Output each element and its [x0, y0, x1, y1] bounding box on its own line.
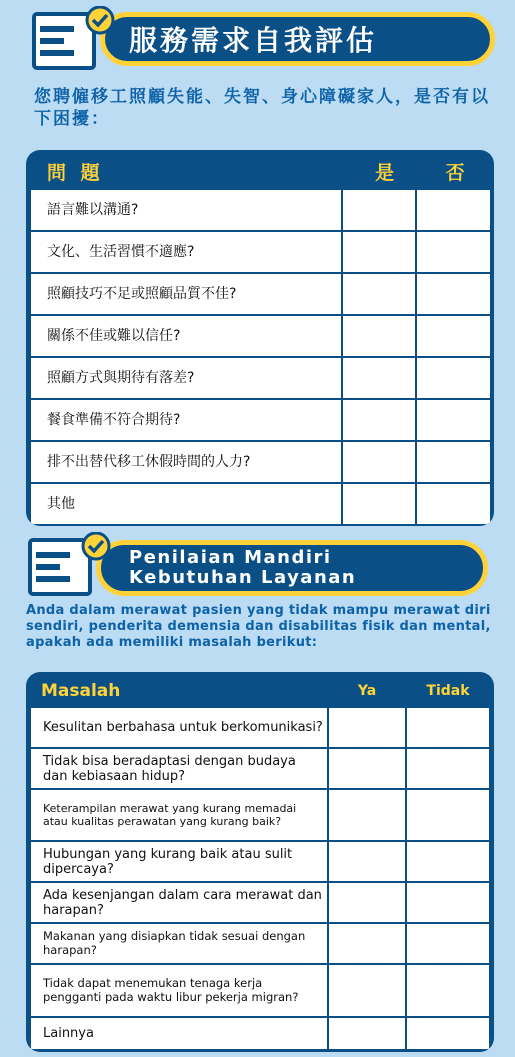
no-checkbox-cell[interactable]	[417, 442, 490, 482]
no-checkbox-cell[interactable]	[417, 232, 490, 272]
question-cell: 餐食準備不符合期待?	[31, 400, 341, 440]
no-checkbox-cell[interactable]	[407, 842, 489, 881]
question-cell: Tidak dapat menemukan tenaga kerja pengganti pada waktu libur pekerja migran?	[31, 965, 327, 1016]
question-cell: Lainnya	[31, 1018, 327, 1049]
section1-assessment-table	[26, 150, 494, 526]
question-cell: Makanan yang disiapkan tidak sesuai dengan harapan?	[31, 924, 327, 963]
table-row	[31, 708, 490, 747]
no-checkbox-cell[interactable]	[417, 190, 490, 230]
section1-intro: 您聘僱移工照顧失能、失智、身心障礙家人，是否有以下困擾：	[34, 87, 490, 129]
section1-banner	[0, 4, 515, 70]
yes-checkbox-cell[interactable]	[343, 190, 415, 230]
table-row	[31, 749, 490, 788]
yes-checkbox-cell[interactable]	[343, 232, 415, 272]
question-cell: Hubungan yang kurang baik atau sulit dipercaya?	[31, 842, 327, 881]
question-cell: Tidak bisa beradaptasi dengan budaya dan kebiasaan hidup?	[31, 749, 327, 788]
table-row	[31, 316, 490, 356]
question-cell: 照顧技巧不足或照顧品質不佳?	[31, 274, 341, 314]
header-question: 問 題	[47, 161, 104, 184]
checklist-document-icon	[22, 532, 118, 598]
table-row	[31, 883, 490, 922]
yes-checkbox-cell[interactable]	[329, 790, 405, 840]
table-row	[31, 400, 490, 440]
no-checkbox-cell[interactable]	[407, 965, 489, 1016]
no-checkbox-cell[interactable]	[417, 484, 490, 524]
table-row	[31, 1018, 490, 1049]
no-checkbox-cell[interactable]	[417, 274, 490, 314]
table-header	[31, 676, 490, 706]
table-row	[31, 358, 490, 398]
section2-intro: Anda dalam merawat pasien yang tidak mampu merawat diri sendiri, penderita demensia dan disabilitas fisik dan mental, apakah ada memiliki masalah berikut:	[26, 603, 491, 650]
question-cell: Kesulitan berbahasa untuk berkomunikasi?	[31, 708, 327, 747]
no-checkbox-cell[interactable]	[407, 749, 489, 788]
table-row	[31, 790, 490, 840]
no-checkbox-cell[interactable]	[417, 358, 490, 398]
header-yes: Ya	[357, 683, 377, 699]
no-checkbox-cell[interactable]	[407, 924, 489, 963]
section2-assessment-table	[26, 672, 494, 1052]
table-row	[31, 965, 490, 1016]
table-row	[31, 484, 490, 524]
header-yes: 是	[375, 161, 395, 184]
yes-checkbox-cell[interactable]	[343, 358, 415, 398]
checklist-document-icon	[26, 6, 122, 70]
no-checkbox-cell[interactable]	[407, 708, 489, 747]
yes-checkbox-cell[interactable]	[329, 924, 405, 963]
no-checkbox-cell[interactable]	[407, 790, 489, 840]
yes-checkbox-cell[interactable]	[329, 965, 405, 1016]
header-no: Tidak	[426, 683, 470, 699]
table-row	[31, 842, 490, 881]
section2-title-pill	[96, 540, 488, 596]
yes-checkbox-cell[interactable]	[329, 842, 405, 881]
yes-checkbox-cell[interactable]	[329, 883, 405, 922]
yes-checkbox-cell[interactable]	[343, 316, 415, 356]
yes-checkbox-cell[interactable]	[343, 400, 415, 440]
question-cell: 排不出替代移工休假時間的人力?	[31, 442, 341, 482]
no-checkbox-cell[interactable]	[407, 1018, 489, 1049]
yes-checkbox-cell[interactable]	[343, 484, 415, 524]
table-row	[31, 232, 490, 272]
table-header	[31, 154, 490, 188]
no-checkbox-cell[interactable]	[417, 400, 490, 440]
no-checkbox-cell[interactable]	[407, 883, 489, 922]
table-row	[31, 274, 490, 314]
question-cell: 關係不佳或難以信任?	[31, 316, 341, 356]
section1-title-pill	[100, 12, 495, 66]
question-cell: Keterampilan merawat yang kurang memadai atau kualitas perawatan yang kurang baik?	[31, 790, 327, 840]
question-cell: 其他	[31, 484, 341, 524]
section2-title-line2: Kebutuhan Layanan	[129, 567, 357, 588]
yes-checkbox-cell[interactable]	[343, 442, 415, 482]
header-question: Masalah	[41, 681, 121, 701]
yes-checkbox-cell[interactable]	[329, 708, 405, 747]
question-cell: 語言難以溝通?	[31, 190, 341, 230]
table-row	[31, 442, 490, 482]
table-row	[31, 190, 490, 230]
question-cell: 照顧方式與期待有落差?	[31, 358, 341, 398]
no-checkbox-cell[interactable]	[417, 316, 490, 356]
section1-title: 服務需求自我評估	[129, 24, 378, 57]
section2-title-line1: Penilaian Mandiri	[129, 547, 332, 568]
header-no: 否	[445, 161, 465, 184]
yes-checkbox-cell[interactable]	[329, 1018, 405, 1049]
table-row	[31, 924, 490, 963]
yes-checkbox-cell[interactable]	[343, 274, 415, 314]
question-cell: Ada kesenjangan dalam cara merawat dan harapan?	[31, 883, 327, 922]
question-cell: 文化、生活習慣不適應?	[31, 232, 341, 272]
section2-banner	[0, 530, 515, 600]
yes-checkbox-cell[interactable]	[329, 749, 405, 788]
